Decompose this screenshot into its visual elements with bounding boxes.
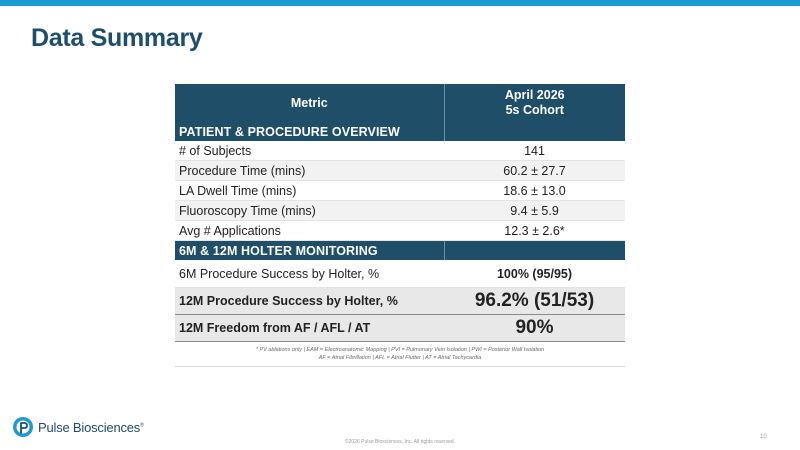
row-label: Fluoroscopy Time (mins) <box>175 201 444 221</box>
row-value: 18.6 ± 13.0 <box>444 181 625 201</box>
logo-wordmark <box>38 420 144 435</box>
highlight-row <box>175 288 625 315</box>
brand-name: Pulse Biosciences <box>38 419 141 435</box>
table-row <box>175 141 625 161</box>
row-label: 12M Freedom from AF / AFL / AT <box>175 315 444 342</box>
highlight-row <box>175 315 625 342</box>
table-row <box>175 221 625 241</box>
row-value: 100% (95/95) <box>444 260 625 288</box>
table-row <box>175 201 625 221</box>
row-value: 96.2% (51/53) <box>444 288 625 315</box>
row-label: Procedure Time (mins) <box>175 161 444 181</box>
registered-mark: ® <box>140 422 144 429</box>
footnote-cell <box>175 342 625 367</box>
row-label: Avg # Applications <box>175 221 444 241</box>
row-label: # of Subjects <box>175 141 444 161</box>
header-metric: Metric <box>175 84 444 122</box>
row-value: 90% <box>444 315 625 342</box>
section-blank-cell <box>444 122 625 141</box>
table-row <box>175 260 625 288</box>
row-label: LA Dwell Time (mins) <box>175 181 444 201</box>
section-row-overview <box>175 122 625 141</box>
table-row <box>175 181 625 201</box>
copyright-notice: ©2026 Pulse Biosciences, Inc. All rights reserved. <box>344 439 456 445</box>
company-logo <box>12 416 144 438</box>
pulse-logo-icon <box>12 416 34 438</box>
footnote-line: AF = Atrial Fibrillation | AFL = Atrial Flutter | AT = Atrial Tachycardia <box>318 355 482 361</box>
section-title: PATIENT & PROCEDURE OVERVIEW <box>175 122 444 141</box>
top-accent-bar <box>0 0 800 6</box>
row-label: 6M Procedure Success by Holter, % <box>175 260 444 288</box>
header-cohort-name: 5s Cohort <box>505 103 564 117</box>
footnote-row <box>175 342 625 367</box>
section-row-holter <box>175 241 625 261</box>
page-number: 10 <box>760 434 767 440</box>
section-blank-cell <box>444 241 625 261</box>
header-cohort <box>444 84 625 122</box>
row-label: 12M Procedure Success by Holter, % <box>175 288 444 315</box>
page-title: Data Summary <box>31 24 203 52</box>
data-summary-table <box>175 84 625 367</box>
footnote-line: * PV ablations only | EAM = Electroanatomic Mapping | PVI = Pulmonary Vein Isolation | PWI = Posterior Wall Isolation <box>255 347 545 353</box>
table-header-row <box>175 84 625 122</box>
section-title: 6M & 12M HOLTER MONITORING <box>175 241 444 261</box>
row-value: 9.4 ± 5.9 <box>444 201 625 221</box>
row-value: 60.2 ± 27.7 <box>444 161 625 181</box>
header-cohort-date: April 2026 <box>504 88 565 102</box>
row-value: 141 <box>444 141 625 161</box>
table-row <box>175 161 625 181</box>
row-value: 12.3 ± 2.6* <box>444 221 625 241</box>
